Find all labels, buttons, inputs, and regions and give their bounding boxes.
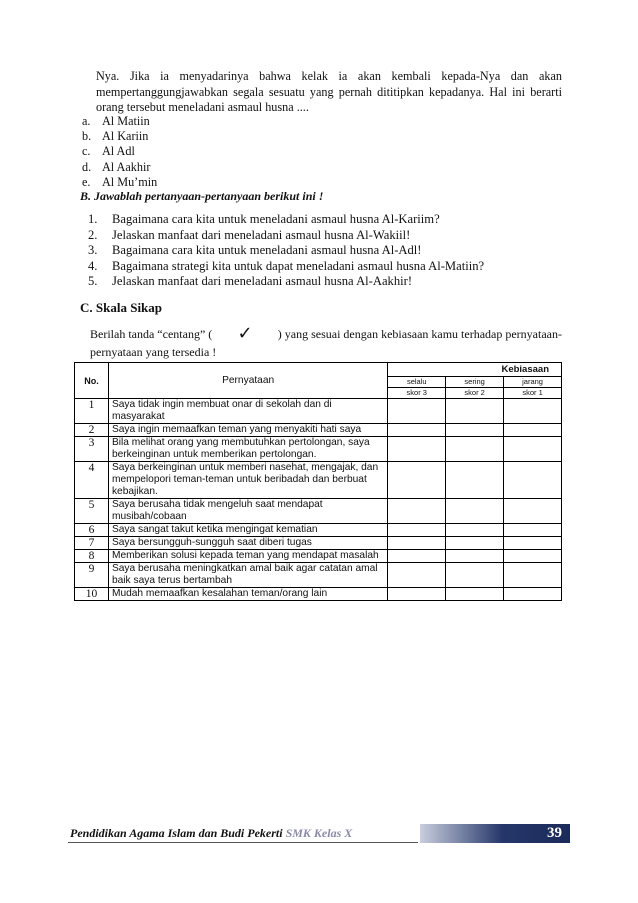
book-title: Pendidikan Agama Islam dan Budi Pekerti	[70, 826, 283, 840]
question-item	[88, 259, 484, 275]
cell-rarely[interactable]	[504, 588, 562, 601]
cell-always[interactable]	[388, 499, 446, 524]
cell-always[interactable]	[388, 537, 446, 550]
essay-questions	[88, 212, 484, 290]
question-item	[88, 228, 484, 244]
cell-often[interactable]	[446, 524, 504, 537]
row-statement: Saya berusaha tidak mengeluh saat mendapat musibah/cobaan	[108, 499, 387, 524]
question-text: Bagaimana strategi kita untuk dapat meneladani asmaul husna Al-Matiin?	[112, 258, 485, 273]
question-number: 2.	[88, 227, 98, 242]
table-row	[75, 499, 562, 524]
cell-often[interactable]	[446, 437, 504, 462]
row-statement: Saya berusaha meningkatkan amal baik agar catatan amal baik saya terus bertambah	[108, 563, 387, 588]
question-item	[88, 212, 484, 228]
option-text: Al Kariin	[102, 129, 149, 144]
instruction-part-2: ) yang sesuai dengan kebiasaan kamu terhadap pernyataan-	[277, 327, 562, 341]
row-number: 9	[75, 563, 109, 588]
option-a	[82, 114, 157, 129]
row-number: 10	[75, 588, 109, 601]
checkmark-icon: ✓	[237, 323, 253, 344]
cell-always[interactable]	[388, 524, 446, 537]
footer-book-title	[70, 826, 352, 841]
attitude-scale-table	[74, 362, 562, 601]
cell-always[interactable]	[388, 563, 446, 588]
question-text: Bagaimana cara kita untuk meneladani asmaul husna Al-Adl!	[112, 243, 422, 258]
option-key: e.	[82, 174, 91, 189]
question-number: 3.	[88, 243, 98, 258]
table-row	[75, 424, 562, 437]
option-key: a.	[82, 114, 91, 128]
row-number: 1	[75, 399, 109, 424]
cell-rarely[interactable]	[504, 499, 562, 524]
cell-always[interactable]	[388, 462, 446, 499]
header-habit: Kebiasaan	[388, 363, 562, 377]
section-b-heading: B. Jawablah pertanyaan-pertanyaan berikut ini !	[80, 189, 324, 203]
class-level: SMK Kelas X	[285, 826, 353, 840]
row-number: 6	[75, 524, 109, 537]
header-no: No.	[75, 363, 109, 399]
row-number: 4	[75, 462, 109, 499]
cell-often[interactable]	[446, 537, 504, 550]
cell-often[interactable]	[446, 399, 504, 424]
cell-rarely[interactable]	[504, 524, 562, 537]
row-statement: Saya bersungguh-sungguh saat diberi tugas	[108, 537, 387, 550]
cell-often[interactable]	[446, 499, 504, 524]
table-row	[75, 588, 562, 601]
cell-often[interactable]	[446, 563, 504, 588]
row-statement: Saya tidak ingin membuat onar di sekolah dan di masyarakat	[108, 399, 387, 424]
cell-rarely[interactable]	[504, 437, 562, 462]
header-score-2: skor 2	[446, 388, 504, 399]
instruction	[90, 325, 562, 361]
row-number: 7	[75, 537, 109, 550]
question-number: 1.	[88, 212, 98, 226]
row-statement: Saya berkeinginan untuk memberi nasehat, mengajak, dan mempelopori teman-teman untuk beribadah dan berbuat kebajikan.	[108, 462, 387, 499]
section-c-heading: C. Skala Sikap	[80, 300, 163, 315]
row-statement: Saya ingin memaafkan teman yang menyakiti hati saya	[108, 424, 387, 437]
cell-rarely[interactable]	[504, 462, 562, 499]
table-row	[75, 399, 562, 424]
row-statement: Mudah memaafkan kesalahan teman/orang lain	[108, 588, 387, 601]
answer-options	[82, 114, 157, 190]
option-key: c.	[82, 144, 91, 159]
table-row	[75, 437, 562, 462]
row-statement: Memberikan solusi kepada teman yang mendapat masalah	[108, 550, 387, 563]
cell-rarely[interactable]	[504, 550, 562, 563]
option-b	[82, 129, 157, 144]
row-number: 3	[75, 437, 109, 462]
page-number: 39	[547, 825, 562, 841]
header-often: sering	[446, 377, 504, 388]
header-always: selalu	[388, 377, 446, 388]
option-key: d.	[82, 159, 92, 174]
question-item	[88, 274, 484, 290]
cell-rarely[interactable]	[504, 424, 562, 437]
question-item	[88, 243, 484, 259]
table-row	[75, 524, 562, 537]
footer-title-area	[68, 824, 418, 843]
cell-rarely[interactable]	[504, 563, 562, 588]
row-statement: Bila melihat orang yang membutuhkan pertolongan, saya berkeinginan untuk memberikan pertolongan.	[108, 437, 387, 462]
header-rarely: jarang	[504, 377, 562, 388]
row-number: 5	[75, 499, 109, 524]
cell-rarely[interactable]	[504, 399, 562, 424]
cell-always[interactable]	[388, 424, 446, 437]
table-row	[75, 462, 562, 499]
row-statement: Saya sangat takut ketika mengingat kematian	[108, 524, 387, 537]
row-number: 2	[75, 424, 109, 437]
cell-always[interactable]	[388, 437, 446, 462]
page-footer	[68, 824, 570, 842]
option-text: Al Adl	[102, 144, 135, 159]
cell-always[interactable]	[388, 588, 446, 601]
option-e	[82, 175, 157, 190]
table-row	[75, 537, 562, 550]
cell-rarely[interactable]	[504, 537, 562, 550]
question-number: 4.	[88, 258, 98, 273]
question-text: Jelaskan manfaat dari meneladani asmaul husna Al-Aakhir!	[112, 274, 413, 289]
option-text: Al Mu’min	[102, 174, 158, 189]
header-score-1: skor 1	[504, 388, 562, 399]
cell-often[interactable]	[446, 588, 504, 601]
footer-page-bar	[420, 824, 570, 843]
table-row	[75, 550, 562, 563]
table-row	[75, 563, 562, 588]
header-statement: Pernyataan	[108, 363, 387, 399]
row-number: 8	[75, 550, 109, 563]
question-continuation: Nya. Jika ia menyadarinya bahwa kelak ia akan kembali kepada-Nya dan akan mempertanggungjawabkan segala sesuatu yang pernah dititipkan kepadanya. Hal ini berarti orang tersebut meneladani asmaul husna ....	[96, 69, 562, 114]
question-number: 5.	[88, 274, 98, 289]
cell-often[interactable]	[446, 462, 504, 499]
option-c	[82, 144, 157, 159]
instruction-part-3: pernyataan yang tersedia !	[90, 345, 217, 359]
option-text: Al Matiin	[102, 114, 150, 128]
question-text: Jelaskan manfaat dari meneladani asmaul husna Al-Wakiil!	[112, 227, 411, 242]
cell-always[interactable]	[388, 550, 446, 563]
cell-always[interactable]	[388, 399, 446, 424]
header-score-3: skor 3	[388, 388, 446, 399]
instruction-part-1: Berilah tanda “centang” (	[90, 327, 213, 341]
option-d	[82, 160, 157, 175]
cell-often[interactable]	[446, 550, 504, 563]
cell-often[interactable]	[446, 424, 504, 437]
option-key: b.	[82, 129, 92, 144]
option-text: Al Aakhir	[102, 159, 151, 174]
question-text: Bagaimana cara kita untuk meneladani asmaul husna Al-Kariim?	[112, 212, 440, 226]
